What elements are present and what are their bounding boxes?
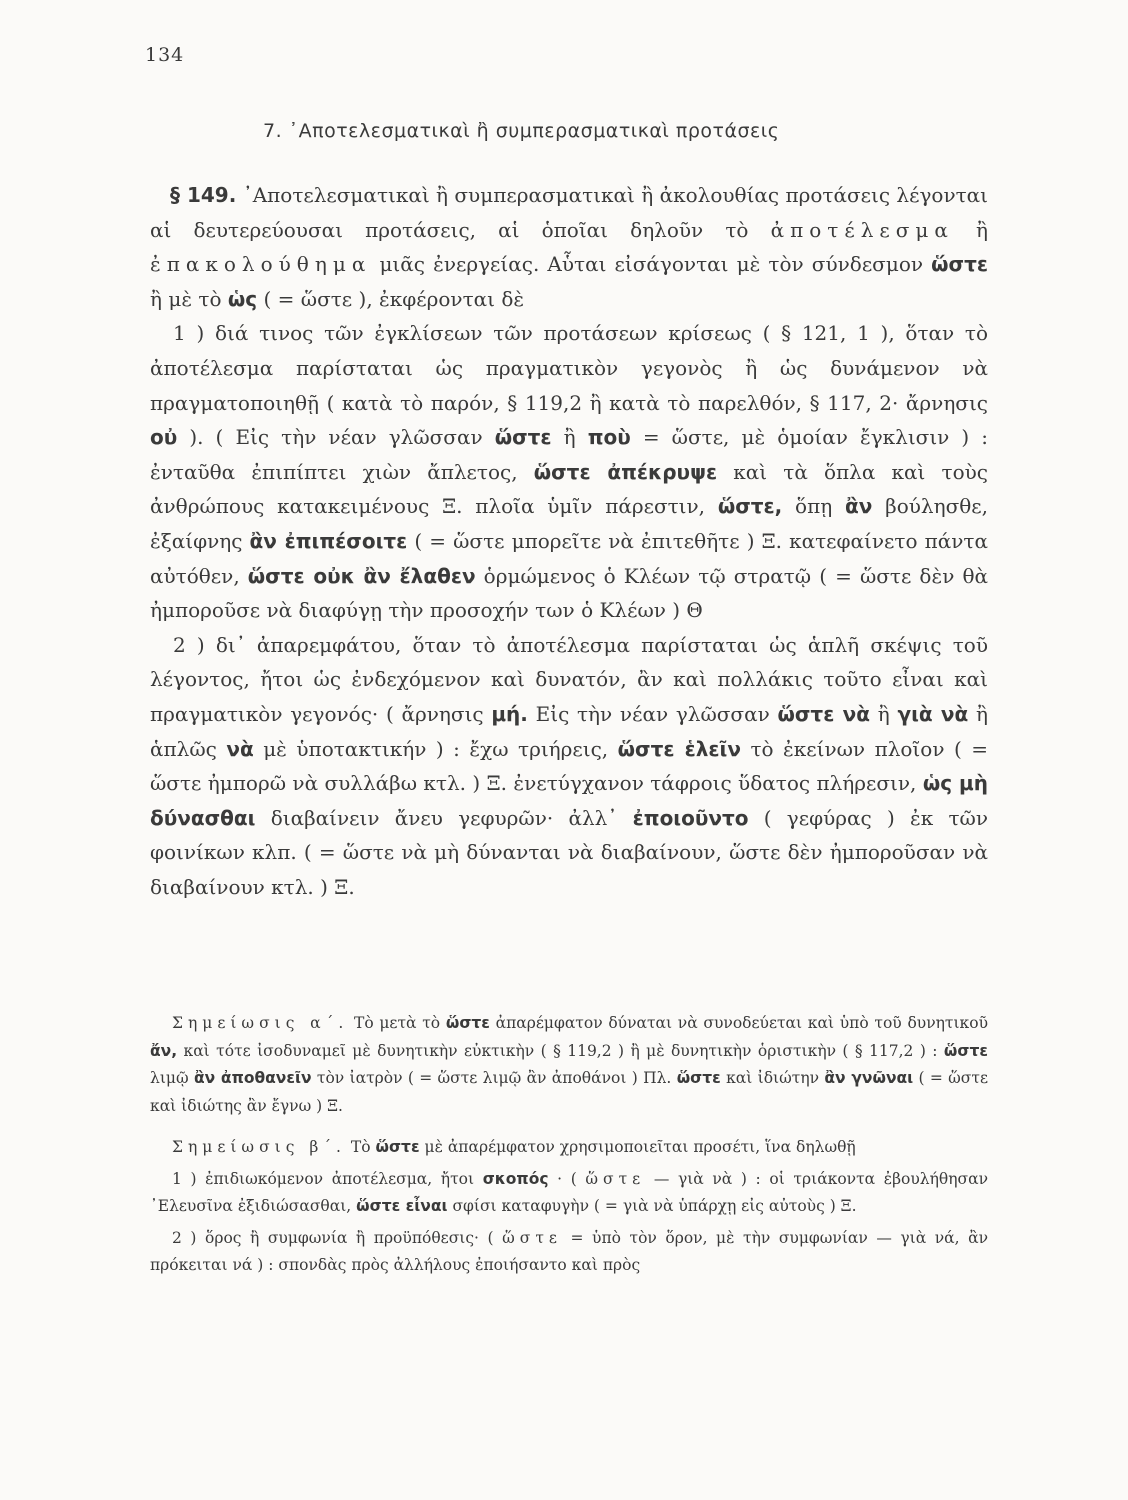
bold-term: ὡς μὴ δύνασθαι — [150, 771, 989, 830]
bold-term: γιὰ νὰ — [897, 701, 969, 726]
text: Τὸ μετὰ τὸ — [348, 1014, 446, 1032]
spaced-term: ἀποτέλεσμα — [770, 217, 954, 242]
text: βούλησθε, ἐξαίφνης — [150, 494, 989, 553]
section-title: 7. ᾿Αποτελεσματικαὶ ἢ συμπερασματικαὶ προτάσεις — [263, 120, 780, 142]
note-heading: Σημείωσις β΄. — [172, 1138, 346, 1156]
bold-term: ὥστε οὐκ ἂν ἔλαθεν — [247, 563, 476, 588]
text: 2 ) δι᾿ ἀπαρεμφάτου, ὅταν τὸ ἀποτέλεσμα παρίσταται ὡς ἁπλῆ σκέψις τοῦ λέγοντος, ἤτοι ὡς ἐνδεχόμενον καὶ δυνατόν, ἂν καὶ πολλάκις τοῦτο εἶναι καὶ πραγματικὸν γεγονός· ( ἄρνησις — [150, 632, 988, 726]
spaced-term: ὥστε — [502, 1228, 562, 1247]
note-beta-item-1 — [150, 1166, 988, 1221]
paragraph-149 — [150, 178, 988, 316]
note-beta-item-2 — [150, 1225, 988, 1280]
bold-term: μή. — [491, 701, 528, 726]
text: καὶ τότε ἰσοδυναμεῖ μὲ δυνητικὴν εὐκτικὴν ( § 119,2 ) ἢ μὲ δυνητικὴν ὁριστικὴν ( § 117,2 ) : — [177, 1041, 944, 1060]
text: 1 ) διά τινος τῶν ἐγκλίσεων τῶν προτάσεων κρίσεως ( § 121, 1 ), ὅταν τὸ ἀποτέλεσμα παρίσταται ὡς πραγματικὸν γεγονὸς ἢ ὡς δυνάμενον νὰ πραγματοποιηθῇ ( κατὰ τὸ παρόν, § 119,2 ἢ κατὰ τὸ παρελθόν, § 117, 2· ἄρνησις — [150, 321, 988, 415]
text: ᾿Αποτελεσματικαὶ ἢ συμπερασματικαὶ ἢ ἀκολουθίας προτάσεις λέγονται αἱ δευτερεύουσαι προτάσεις, αἱ ὁποῖαι δηλοῦν τὸ — [150, 183, 989, 242]
bold-term: ὥστε — [676, 1069, 721, 1087]
text: Εἰς τὴν νέαν γλῶσσαν — [527, 701, 778, 726]
text: μὲ ἀπαρέμφατον χρησιμοποιεῖται προσέτι, ἵνα δηλωθῇ — [419, 1138, 856, 1156]
paragraph-item-2 — [150, 628, 988, 905]
bold-term: ὥστε — [445, 1014, 490, 1032]
bold-term: ὥστε, — [717, 494, 783, 519]
bold-term: ὥστε — [375, 1138, 420, 1156]
bold-term: ὥστε ἑλεῖν — [617, 736, 741, 761]
text: 1 ) ἐπιδιωκόμενον ἀποτέλεσμα, ἤτοι — [172, 1169, 483, 1188]
text: ). ( Εἰς τὴν νέαν γλῶσσαν — [177, 425, 495, 450]
text: λιμῷ — [150, 1069, 194, 1087]
text: ἢ ἁπλῶς — [150, 701, 989, 761]
text: ( = ὥστε μπορεῖτε νὰ ἐπιτεθῆτε ) Ξ. κατεφαίνετο πάντα αὐτόθεν, — [150, 528, 988, 588]
note-alpha — [150, 1010, 988, 1120]
bold-term: ὥστε νὰ — [777, 701, 871, 726]
text: τὸ ἐκείνων πλοῖον ( = ὥστε ἠμπορῶ νὰ συλλάβω κτλ. ) Ξ. ἐνετύγχανον τάφροις ὕδατος πλήρεσιν, — [150, 736, 989, 796]
spaced-term: ὥστε — [585, 1169, 646, 1188]
text: μὲ ὑποτακτικήν ) : ἔχω τριήρεις, — [253, 736, 618, 761]
text: μιᾶς ἐνεργείας. Αὗται εἰσάγονται μὲ τὸν σύνδεσμον — [371, 252, 932, 277]
text: καὶ τὰ ὅπλα καὶ τοὺς ἀνθρώπους κατακειμένους Ξ. πλοῖα ὑμῖν πάρεστιν, — [150, 459, 988, 519]
note-beta — [150, 1134, 988, 1162]
text: ὅπῃ — [782, 494, 846, 519]
text: ἀπαρέμφατον δύναται νὰ συνοδεύεται καὶ ὑπὸ τοῦ δυνητικοῦ — [489, 1014, 988, 1032]
main-text — [150, 178, 988, 904]
bold-term: ποὺ — [587, 425, 631, 450]
page-number: 134 — [145, 44, 185, 66]
bold-term: ὥστε — [943, 1041, 988, 1060]
bold-term: ἂν γνῶναι — [824, 1069, 914, 1087]
text: ἢ — [953, 217, 989, 242]
text: ἢ μὲ τὸ — [150, 286, 228, 311]
paragraph-item-1 — [150, 316, 988, 627]
note-heading: Σημείωσις α΄. — [172, 1014, 349, 1032]
text: · ( — [548, 1169, 586, 1188]
bold-term: ἂν ἀποθανεῖν — [193, 1069, 312, 1087]
bold-term: ὥστε εἶναι — [356, 1197, 448, 1215]
spaced-term: ἐπακολούθημα — [150, 252, 372, 277]
text: ( = ὥστε καὶ ἰδιώτης ἂν ἔγνω ) Ξ. — [150, 1069, 988, 1115]
text: = ὥστε, μὲ ὁμοίαν ἔγκλισιν ) : ἐνταῦθα ἐπιπίπτει χιὼν ἄπλετος, — [150, 425, 989, 484]
bold-term: ἂν — [845, 494, 873, 519]
text: ὁρμώμενος ὁ Κλέων τῷ στρατῷ ( = ὥστε δὲν θὰ ἠμποροῦσε νὰ διαφύγῃ τὴν προσοχήν των ὁ Κλέων ) Θ — [150, 563, 988, 623]
notes — [150, 1010, 988, 1280]
text: ( = ὥστε ), ἐκφέρονται δὲ — [257, 286, 525, 311]
text: 2 ) ὅρος ἢ συμφωνία ἢ προϋπόθεσις· ( — [172, 1228, 503, 1247]
bold-term: ὥστε ἀπέκρυψε — [533, 459, 718, 484]
text: ἢ — [870, 701, 898, 726]
text: ἢ — [551, 425, 588, 450]
bold-term: νὰ — [226, 736, 254, 761]
text: ( γεφύρας ) ἐκ τῶν φοινίκων κλπ. ( = ὥστε νὰ μὴ δύνανται νὰ διαβαίνουν, ὥστε δὲν ἠμποροῦσαν νὰ διαβαίνουν κτλ. ) Ξ. — [150, 805, 988, 899]
bold-term: ἄν, — [150, 1041, 178, 1060]
text: καὶ ἰδιώτην — [720, 1069, 825, 1087]
bold-term: οὐ — [150, 425, 178, 450]
text: = ὑπὸ τὸν ὅρον, μὲ τὴν συμφωνίαν — γιὰ νά, ἂν πρόκειται νά ) : σπονδὰς πρὸς ἀλλήλους ἐποιήσαντο καὶ πρὸς — [150, 1228, 988, 1274]
section-number: § 149. — [170, 183, 237, 207]
bold-term: ὥστε — [494, 425, 552, 450]
text: — γιὰ νὰ ) : οἱ τριάκοντα ἐβουλήθησαν ᾿Ελευσῖνα ἐξιδιώσασθαι, — [150, 1169, 988, 1215]
bold-term: σκοπός — [482, 1169, 549, 1188]
text: διαβαίνειν ἄνευ γεφυρῶν· ἀλλ᾿ — [255, 805, 633, 830]
text: τὸν ἰατρὸν ( = ὥστε λιμῷ ἂν ἀποθάνοι ) Πλ. — [311, 1069, 677, 1087]
text: Τὸ — [345, 1138, 376, 1156]
bold-term: ὥστε — [931, 252, 988, 277]
bold-term: ἂν ἐπιπέσοιτε — [249, 528, 408, 553]
bold-term: ὡς — [227, 286, 258, 311]
text: σφίσι καταφυγὴν ( = γιὰ νὰ ὑπάρχῃ εἰς αὐτοὺς ) Ξ. — [447, 1197, 857, 1215]
bold-term: ἐποιοῦντο — [632, 805, 749, 830]
